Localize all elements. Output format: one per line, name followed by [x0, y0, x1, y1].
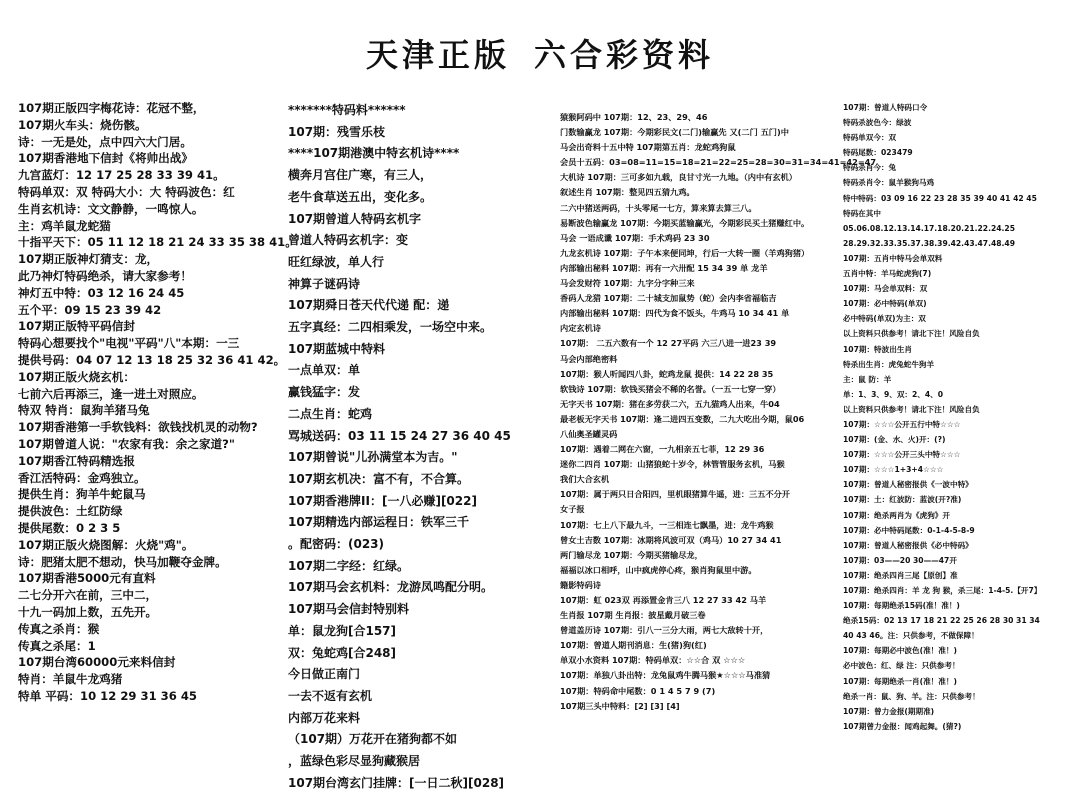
text-line: 二六中猪送两码，十头零尾一七方，算来算去算三八。 [560, 202, 757, 213]
text-line: 神算子谜码诗 [288, 276, 361, 291]
text-line: 107期：单独八卦出特：龙兔鼠鸡牛腾马猴★☆☆☆马准猜 [560, 670, 771, 681]
text-line: 特单 平码：10 12 29 31 36 45 [18, 688, 197, 703]
text-line: 107期：特码命中尾数：0 1 4 5 7 9 (7) [560, 685, 716, 696]
text-line: 提供生肖：狗羊牛蛇鼠马 [18, 487, 146, 502]
text-line: 107期：03——20 30——47开 [843, 555, 957, 565]
text-line: 主：鸡羊鼠龙蛇猫 [18, 218, 111, 233]
text-line: 必中特码(单双)为主：双 [843, 314, 926, 324]
text-line: 特中特码：03 09 16 22 23 28 35 39 40 41 42 45 [843, 193, 1037, 203]
text-line: 曾道人特码玄机字：变 [288, 233, 409, 248]
text-line: 马会发财符 107期：九字分字种三来 [560, 278, 695, 289]
text-line: 以上资料只供参考！请北下注！风险自负 [843, 329, 980, 339]
text-line: 107期：绝杀四肖三尾【原创】准 [843, 570, 958, 580]
text-line: *******特码料****** [288, 103, 406, 117]
text-line: 107期玄机决：富不有，不合算。 [288, 471, 470, 486]
text-line: 特码在其中 [843, 208, 881, 218]
text-line: 107期：曾道人期刊消息：生(猪)狗(红) [560, 640, 707, 651]
text-line: 107期：必中特码(单双) [843, 299, 927, 309]
text-line: 内定玄机诗 [560, 323, 601, 334]
text-line: 八仙奥圣罐灵码 [560, 428, 618, 439]
text-line: 五字真经：二四相乘发，一场空中来。 [288, 320, 493, 335]
text-line: 曾女土吉数 107期：冰期将风波可双（鸡马）10 27 34 41 [560, 534, 782, 545]
text-line: 107期正版火烧图解：火烧"鸡"。 [18, 537, 194, 552]
text-line: 特码杀肖令：鼠羊猴狗马鸡 [843, 178, 935, 188]
text-line: 107期：每期绝杀一肖(准！准！) [843, 676, 957, 686]
text-line: 二七分开六在前，三中二， [18, 588, 158, 603]
text-line: 特码单双今：双 [843, 133, 897, 143]
text-line: 骂城送码：03 11 15 24 27 36 40 45 [288, 428, 511, 443]
text-line: 旺红绿波，单人行 [288, 254, 385, 269]
text-line: 特双 特肖：鼠狗羊猪马兔 [18, 403, 150, 418]
text-line: 107期香港牌II：[一八必赚][022] [288, 493, 477, 508]
text-line: 叙述生肖 107期：整见四五猜九鸡。 [560, 187, 695, 198]
text-line: 107期精选内部运程日：铁军三千 [288, 515, 470, 530]
text-line: 107期香港地下信封《将帅出战》 [18, 151, 193, 166]
text-line: 107期：每期绝杀15码(准！准！) [843, 601, 960, 611]
text-line: 107期马会玄机料：龙游凤鸣配分明。 [288, 580, 494, 595]
text-line: 提供波色：土红防绿 [18, 504, 123, 519]
text-line: 生肖玄机诗：文文静静，一鸣惊人。 [18, 201, 204, 216]
text-line: 五个平：09 15 23 39 42 [18, 302, 162, 317]
text-line: 老牛食草送五出，变化多。 [288, 189, 433, 204]
text-line: 香码人龙猎 107期：二十城支加鼠势（蛇）会内李省福临吉 [560, 293, 777, 304]
text-line: 内部万花来料 [288, 710, 361, 725]
text-line: 107期： 二五六数有一个 12 27平码 六三八进一进23 39 [560, 338, 777, 349]
text-line: 七前六后再添三，逢一进土对照应。 [18, 386, 204, 401]
text-line: 107期：五肖中特马会单双料 [843, 253, 943, 263]
text-line: 主：鼠 防：羊 [843, 374, 892, 384]
text-line: 107期：遇着二网在六窗，一九相亲五七菲，12 29 36 [560, 444, 765, 455]
text-line: 一点单双：单 [288, 363, 361, 378]
text-line: 无字天书 107期：猪在多劳获二六，五九猫鸡人出来，牛04 [560, 398, 780, 409]
column-1 [18, 100, 297, 705]
text-line: 107期：曾道人特码口令 [843, 103, 928, 112]
text-line: 107期：每期必中波色(准！准！) [843, 646, 957, 656]
text-line: 107期正版火烧玄机： [18, 369, 135, 384]
text-line: 107期正版四字梅花诗：花冠不整， [18, 101, 205, 115]
text-line: 107期：曾道人秘密报供《必中特码》 [843, 540, 973, 550]
page-title [0, 30, 1080, 76]
text-line: 107期曾道人说："农家有我：余之家道?" [18, 436, 235, 451]
text-line: 香江活特码：金鸡独立。 [18, 470, 146, 485]
text-line: 门数输赢龙 107期：今期彩民文(二门)输赢先 又(二门 五门)中 [560, 127, 789, 138]
text-line: 十九一码加上数，五先开。 [18, 604, 158, 619]
text-line: 绝杀15码：02 13 17 18 21 22 25 26 28 30 31 34 [843, 616, 1040, 626]
text-line: 诗：一无是处，点中四六大门居。 [18, 134, 192, 149]
text-line: 40 43 46。注：只供参考，不做保障！ [843, 631, 979, 641]
text-line: 特码杀肖今：兔 [843, 163, 897, 173]
text-line: 107期曾力金报：闻鸡起舞。(猜?) [843, 721, 962, 731]
text-line: 大机诗 107期：三可多如九载，良甘寸光一九地。（内中有玄机） [560, 172, 797, 183]
text-line: 一去不返有玄机 [288, 688, 373, 703]
text-line: 赢钱猛字：发 [288, 385, 361, 400]
text-line: 107期：☆☆☆1+3+4☆☆☆ [843, 465, 944, 475]
text-line: 107期：曾道人秘密报供《一波中特》 [843, 480, 973, 490]
text-line: 107期舜日苍天代代递 配：递 [288, 298, 450, 313]
text-line: 107期香港5000元有直料 [18, 571, 156, 586]
text-line: 福福以冰口相呼，山中疯虎停心疼，猴肖狗鼠里中游。 [560, 564, 757, 575]
text-line: 107期：残雪乐枝 [288, 124, 386, 139]
text-line: 猿猴阿码中 107期：12、23、29、46 [560, 112, 708, 122]
text-line: 107期蓝城中特料 [288, 341, 386, 356]
text-line: 107期三头中特料：[2] [3] [4] [560, 700, 680, 711]
text-line: 107期正版特平码信封 [18, 319, 135, 334]
text-line: 籍影特码诗 [560, 579, 601, 590]
text-line: 九龙玄机诗 107期：子午本来便同坤，行后一大转一圈（羊鸡狗猪） [560, 247, 810, 258]
text-line: 内部输出秘料 107期：再有一六卅配 15 34 39 单 龙羊 [560, 262, 768, 273]
text-line: 女子报 [560, 504, 585, 515]
text-line: 马会内部绝密料 [560, 353, 618, 364]
text-line: 最老板无字天书 107期：逢二进四五变数，二九大吃出今期，鼠06 [560, 413, 805, 424]
text-line: 马会 一语成谶 107期：手术鸡码 23 30 [560, 232, 710, 243]
text-line: 内部输出秘料 107期：四代为食不饭头，牛鸡马 10 34 41 单 [560, 308, 790, 319]
column-4 [843, 100, 1075, 734]
text-line: 特码心想要找个"电视"平码"八"本期：一三 [18, 336, 240, 351]
text-line: 生肖报 107期 生肖报：披星戴月破三卷 [560, 610, 706, 621]
text-line: 单：1、3、9、双：2、4、0 [843, 389, 944, 399]
text-line: 单：鼠龙狗[合157] [288, 623, 397, 638]
text-line: 05.06.08.12.13.14.17.18.20.21.22.24.25 [843, 223, 1015, 233]
title-left: 天津正版 [365, 36, 510, 74]
text-line: ，蓝绿色彩尽显狗藏猴居 [288, 754, 421, 769]
text-line: 以上资料只供参考！请北下注！风险自负 [843, 404, 980, 414]
text-line: 特码杀波色今：绿波 [843, 118, 912, 128]
text-line: 两门输尽龙 107期：今期买猪输尽龙， [560, 549, 703, 560]
text-line: 107期：属于两只日合阳四，里机眼猪算牛遥，进：三五不分开 [560, 489, 790, 500]
text-line: 107期：绝杀四肖：羊 龙 狗 猴，杀三尾：1-4-5.【开7】 [843, 586, 1042, 595]
text-line: 双：兔蛇鸡[合248] [288, 645, 397, 660]
text-line: 易断波色输赢龙 107期：今期买蓝输赢光，今期彩民买土猪赚红中。 [560, 217, 810, 228]
text-line: 107期：土：红波防：蓝波(开?准) [843, 495, 962, 505]
text-line: 马会出奇料十五中特 107期第五肖：龙蛇鸡狗鼠 [560, 142, 736, 153]
text-line: 。配密码：(023) [288, 537, 385, 552]
text-line: 会员十五码：03=08=11=15=18=21=22=25=28=30=31=34=41=42=47 [560, 157, 877, 168]
text-line: 107期：必中特码尾数：0-1-4-5-8-9 [843, 525, 975, 535]
text-line: 特码单双：双 特码大小：大 特码波色：红 [18, 184, 235, 199]
text-line: 单双小水资料 107期：特码单双：☆☆合 双 ☆☆☆ [560, 655, 746, 666]
text-line: 107期：虹 023双 再添置金肯三八 12 27 33 42 马羊 [560, 595, 767, 605]
text-line: 107期香港第一手软钱料：欲钱找机灵的动物? [18, 420, 258, 435]
text-line: 107期：七上八下最九斗，一三相连七飘墨，进：龙牛鸡猴 [560, 519, 774, 530]
text-line: 传真之杀肖：猴 [18, 621, 100, 636]
text-line: 107期台湾玄门挂牌：[一日二秋][028] [288, 775, 505, 790]
text-line: 107期正版神灯猜支：龙， [18, 252, 159, 267]
text-line: 107期：☆☆☆公开三头中特☆☆☆ [843, 450, 961, 460]
text-line: 107期香江特码精选报 [18, 453, 135, 468]
text-line: 曾道盖历诗 107期：引八一三分大雨，两七大敌转十开， [560, 625, 769, 636]
title-right: 六合彩资料 [534, 36, 715, 74]
text-line: 107期火车头：烧伤骸。 [18, 117, 147, 132]
column-2 [288, 100, 538, 795]
text-line: 107期曾道人特码玄机字 [288, 211, 422, 226]
text-line: 107期马会信封特别料 [288, 602, 410, 617]
text-line: 绝杀一肖：鼠、狗、羊。注：只供参考！ [843, 691, 980, 701]
text-line: 特码尾数：023479 [843, 148, 913, 158]
text-line: 九宫蓝灯：12 17 25 28 33 39 41。 [18, 168, 225, 183]
text-line: 107期：☆☆☆公开五行中特☆☆☆ [843, 419, 961, 429]
text-line: 此乃神灯特码绝杀，请大家参考！ [18, 268, 192, 283]
text-line: 五肖中特：羊马蛇虎狗(7) [843, 269, 932, 279]
text-line: 提供号码：04 07 12 13 18 25 32 36 41 42。 [18, 352, 286, 367]
text-line: 软钱诗 107期：软钱买猪会不稀的名誉。（一五一七穿一穿） [560, 383, 781, 394]
text-line: 107期：特波出生肖 [843, 344, 913, 354]
text-line: 我们大合玄机 [560, 474, 610, 485]
text-line: 必中波色：红、绿 注：只供参考！ [843, 661, 960, 671]
text-line: 特杀出生肖：虎兔蛇牛狗羊 [843, 359, 935, 369]
text-line: 诗：肥猪太肥不想动，快马加鞭夺金牌。 [18, 554, 227, 569]
text-line: 二点生肖：蛇鸡 [288, 406, 373, 421]
text-line: 横奔月宫住广寒，有三人， [288, 168, 433, 183]
text-line: 107期：绝杀两肖为《虎狗》开 [843, 510, 950, 520]
text-line: 提供尾数：0 2 3 5 [18, 520, 121, 535]
text-line: 107期二字经：红绿。 [288, 558, 410, 573]
text-line: 107期：(金、水、火)开：(?) [843, 435, 946, 445]
text-line: 十指平天下：05 11 12 18 21 24 33 35 38 41。 [18, 235, 297, 250]
text-line: 传真之杀尾：1 [18, 638, 96, 653]
text-line: 迷你二四肖 107期：山猪狼蛇十岁令，林管管服务玄机，马猴 [560, 459, 785, 470]
text-line: 107期曾说"儿孙满堂本为吉。" [288, 450, 458, 465]
text-line: （107期）万花开在猪狗都不如 [288, 732, 458, 747]
text-line: ****107期港澳中特玄机诗**** [288, 146, 460, 161]
text-line: 107期：马会单双料：双 [843, 284, 928, 294]
text-line: 28.29.32.33.35.37.38.39.42.43.47.48.49 [843, 238, 1015, 248]
text-line: 107期台湾60000元来料信封 [18, 655, 176, 670]
text-line: 神灯五中特：03 12 16 24 45 [18, 285, 185, 300]
text-line: 107期：曾力金报(期期准) [843, 706, 935, 716]
text-line: 107期：猴人听闻四八卦，蛇鸡龙鼠 提供：14 22 28 35 [560, 368, 774, 379]
text-line: 今日做正南门 [288, 667, 361, 682]
text-line: 特肖：羊鼠牛龙鸡猪 [18, 672, 123, 687]
